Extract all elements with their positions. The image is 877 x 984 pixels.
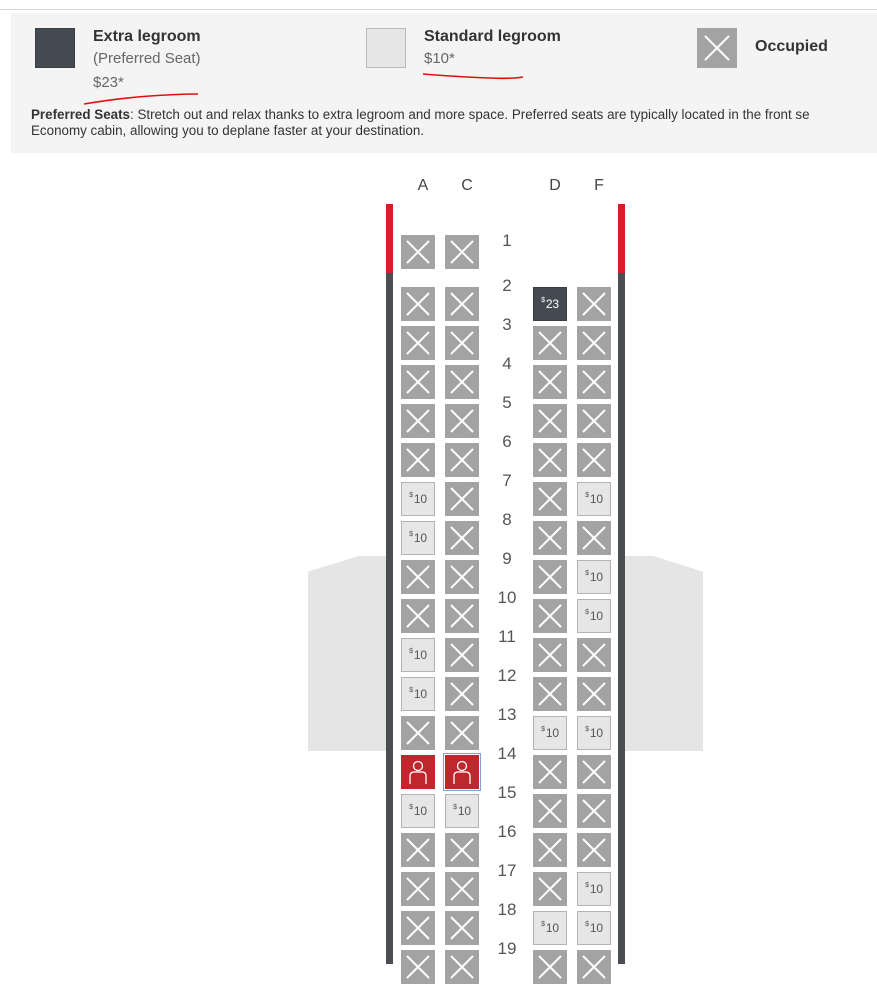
price-amount: 10 — [545, 921, 559, 935]
x-icon — [445, 482, 479, 516]
x-icon — [445, 599, 479, 633]
price-amount: 10 — [589, 882, 603, 896]
seat-3d — [533, 326, 567, 360]
x-icon — [533, 872, 567, 906]
seat-price — [585, 727, 603, 739]
seat-11c — [445, 638, 479, 672]
x-icon — [445, 443, 479, 477]
x-icon — [533, 404, 567, 438]
x-icon — [577, 521, 611, 555]
seat-18c — [445, 911, 479, 945]
seat-9c — [445, 560, 479, 594]
x-icon — [401, 235, 435, 269]
seat-1a — [401, 235, 435, 269]
x-icon — [445, 521, 479, 555]
occupied-swatch — [697, 28, 737, 68]
x-icon — [445, 560, 479, 594]
price-amount: 10 — [413, 687, 427, 701]
row-number: 14 — [497, 744, 517, 763]
exit-notch-left — [393, 233, 399, 245]
x-icon — [577, 287, 611, 321]
seat-price — [409, 805, 427, 817]
row-number: 13 — [497, 705, 517, 724]
x-icon — [533, 755, 567, 789]
x-icon — [697, 28, 737, 68]
price-amount: 10 — [589, 726, 603, 740]
price-amount: 10 — [413, 531, 427, 545]
column-label-c: C — [461, 177, 473, 194]
x-icon — [401, 911, 435, 945]
seat-19c — [445, 950, 479, 984]
seat-3c — [445, 326, 479, 360]
seat-18a — [401, 911, 435, 945]
row-number: 11 — [498, 627, 516, 646]
x-icon — [533, 521, 567, 555]
standard-legroom-price: $10* — [424, 50, 455, 67]
x-icon — [577, 794, 611, 828]
x-icon — [533, 326, 567, 360]
price-amount: 10 — [589, 921, 603, 935]
seat-15c[interactable] — [445, 794, 479, 828]
column-label-d: D — [549, 177, 561, 194]
column-label-f: F — [594, 177, 604, 194]
x-icon — [401, 716, 435, 750]
seat-8f — [577, 521, 611, 555]
currency-symbol: $ — [409, 492, 413, 499]
seat-19d — [533, 950, 567, 984]
x-icon — [577, 677, 611, 711]
x-icon — [577, 443, 611, 477]
seat-price — [541, 298, 559, 310]
seat-13d[interactable] — [533, 716, 567, 750]
description-line-2: Economy cabin, allowing you to deplane faster at your destination. — [31, 123, 425, 138]
person-icon — [401, 755, 435, 789]
row-number: 9 — [502, 549, 512, 568]
price-amount: 10 — [589, 570, 603, 584]
seat-14a[interactable] — [401, 755, 435, 789]
seat-8d — [533, 521, 567, 555]
standard-legroom-title: Standard legroom — [424, 28, 561, 45]
x-icon — [577, 950, 611, 984]
seat-3f — [577, 326, 611, 360]
seat-9f[interactable] — [577, 560, 611, 594]
x-icon — [533, 365, 567, 399]
x-icon — [445, 365, 479, 399]
cabin-wall-left — [386, 204, 393, 964]
row-number: 6 — [502, 432, 512, 451]
x-icon — [401, 599, 435, 633]
x-icon — [445, 287, 479, 321]
person-icon — [445, 755, 479, 789]
left-wing — [308, 556, 388, 751]
seat-17d — [533, 872, 567, 906]
seat-2a — [401, 287, 435, 321]
seat-price — [585, 883, 603, 895]
currency-symbol: $ — [409, 804, 413, 811]
x-icon — [577, 326, 611, 360]
row-number: 17 — [497, 861, 517, 880]
seat-price — [585, 571, 603, 583]
seat-price — [409, 532, 427, 544]
x-icon — [533, 560, 567, 594]
x-icon — [445, 872, 479, 906]
seat-4d — [533, 365, 567, 399]
row-number: 10 — [497, 588, 517, 607]
x-icon — [445, 326, 479, 360]
seat-3a — [401, 326, 435, 360]
x-icon — [445, 235, 479, 269]
x-icon — [577, 755, 611, 789]
seat-14f — [577, 755, 611, 789]
seat-price — [541, 727, 559, 739]
seat-1c — [445, 235, 479, 269]
x-icon — [401, 872, 435, 906]
column-label-a: A — [417, 177, 429, 194]
row-number: 19 — [497, 939, 517, 958]
currency-symbol: $ — [541, 297, 545, 304]
x-icon — [577, 638, 611, 672]
seat-7f[interactable] — [577, 482, 611, 516]
currency-symbol: $ — [585, 921, 589, 928]
price-amount: 10 — [413, 648, 427, 662]
seat-13f[interactable] — [577, 716, 611, 750]
row-number: 1 — [502, 231, 512, 250]
x-icon — [445, 677, 479, 711]
x-icon — [401, 365, 435, 399]
description-line-1: : Stretch out and relax thanks to extra legroom and more space. Preferred seats are typically located in the front se — [130, 107, 810, 122]
row-number: 2 — [502, 276, 512, 295]
seat-price — [453, 805, 471, 817]
standard-legroom-swatch — [366, 28, 406, 68]
x-icon — [577, 404, 611, 438]
x-icon — [401, 560, 435, 594]
seat-16f — [577, 833, 611, 867]
seat-12f — [577, 677, 611, 711]
currency-symbol: $ — [409, 531, 413, 538]
x-icon — [445, 404, 479, 438]
price-amount: 10 — [589, 492, 603, 506]
row-number: 18 — [497, 900, 517, 919]
seat-9d — [533, 560, 567, 594]
seat-price — [409, 493, 427, 505]
x-icon — [401, 404, 435, 438]
cabin-wall-right — [618, 204, 625, 964]
seat-15d — [533, 794, 567, 828]
seat-price — [585, 493, 603, 505]
row-number: 7 — [502, 471, 512, 490]
x-icon — [401, 833, 435, 867]
currency-symbol: $ — [585, 882, 589, 889]
seat-18f[interactable] — [577, 911, 611, 945]
seat-7c — [445, 482, 479, 516]
price-amount: 23 — [545, 297, 559, 311]
seat-7a[interactable] — [401, 482, 435, 516]
row-number: 5 — [502, 393, 512, 412]
seat-price — [585, 610, 603, 622]
currency-symbol: $ — [541, 726, 545, 733]
seat-11d — [533, 638, 567, 672]
seat-5f — [577, 404, 611, 438]
x-icon — [533, 482, 567, 516]
seat-17a — [401, 872, 435, 906]
seat-12c — [445, 677, 479, 711]
seat-14d — [533, 755, 567, 789]
x-icon — [577, 833, 611, 867]
x-icon — [401, 443, 435, 477]
extra-legroom-title: Extra legroom — [93, 28, 201, 45]
seat-2f — [577, 287, 611, 321]
seat-14c[interactable] — [445, 755, 479, 789]
seat-6f — [577, 443, 611, 477]
seat-10c — [445, 599, 479, 633]
seat-4c — [445, 365, 479, 399]
row-number: 8 — [502, 510, 512, 529]
seat-8c — [445, 521, 479, 555]
x-icon — [533, 794, 567, 828]
x-icon — [445, 833, 479, 867]
seat-10a — [401, 599, 435, 633]
right-wing — [624, 556, 703, 751]
seat-13c — [445, 716, 479, 750]
x-icon — [533, 599, 567, 633]
seat-10f[interactable] — [577, 599, 611, 633]
row-number: 15 — [497, 783, 517, 802]
currency-symbol: $ — [585, 726, 589, 733]
price-amount: 10 — [413, 492, 427, 506]
row-number: 4 — [502, 354, 512, 373]
preferred-seats-description — [31, 107, 877, 139]
extra-legroom-subtitle: (Preferred Seat) — [93, 50, 201, 67]
description-label: Preferred Seats — [31, 107, 130, 122]
seat-17f[interactable] — [577, 872, 611, 906]
x-icon — [401, 287, 435, 321]
seat-17c — [445, 872, 479, 906]
currency-symbol: $ — [585, 609, 589, 616]
extra-legroom-price: $23* — [93, 74, 124, 91]
row-number: 12 — [497, 666, 517, 685]
exit-marker-right — [618, 204, 625, 273]
seat-5d — [533, 404, 567, 438]
seat-11f — [577, 638, 611, 672]
price-amount: 10 — [413, 804, 427, 818]
seat-price — [409, 649, 427, 661]
x-icon — [401, 326, 435, 360]
top-divider — [0, 0, 877, 10]
seat-4a — [401, 365, 435, 399]
seat-16c — [445, 833, 479, 867]
x-icon — [445, 950, 479, 984]
seat-6c — [445, 443, 479, 477]
x-icon — [533, 638, 567, 672]
currency-symbol: $ — [409, 648, 413, 655]
seat-19a — [401, 950, 435, 984]
seat-legend-panel — [11, 13, 877, 153]
x-icon — [533, 950, 567, 984]
seat-11a[interactable] — [401, 638, 435, 672]
seat-18d[interactable] — [533, 911, 567, 945]
seat-12a[interactable] — [401, 677, 435, 711]
seat-9a — [401, 560, 435, 594]
seat-19f — [577, 950, 611, 984]
x-icon — [445, 638, 479, 672]
row-number: 16 — [497, 822, 517, 841]
seat-4f — [577, 365, 611, 399]
x-icon — [533, 443, 567, 477]
currency-symbol: $ — [453, 804, 457, 811]
seat-7d — [533, 482, 567, 516]
x-icon — [533, 677, 567, 711]
seat-8a[interactable] — [401, 521, 435, 555]
seat-16a — [401, 833, 435, 867]
extra-legroom-swatch — [35, 28, 75, 68]
seat-15a[interactable] — [401, 794, 435, 828]
seat-5c — [445, 404, 479, 438]
price-amount: 10 — [457, 804, 471, 818]
row-number: 3 — [502, 315, 512, 334]
seat-16d — [533, 833, 567, 867]
x-icon — [445, 911, 479, 945]
currency-symbol: $ — [585, 570, 589, 577]
seat-15f — [577, 794, 611, 828]
seat-13a — [401, 716, 435, 750]
seat-6d — [533, 443, 567, 477]
seat-2d[interactable] — [533, 287, 567, 321]
currency-symbol: $ — [409, 687, 413, 694]
seat-price — [541, 922, 559, 934]
seat-12d — [533, 677, 567, 711]
seat-price — [585, 922, 603, 934]
x-icon — [533, 833, 567, 867]
seat-10d — [533, 599, 567, 633]
x-icon — [445, 716, 479, 750]
seat-5a — [401, 404, 435, 438]
occupied-title: Occupied — [755, 38, 828, 55]
currency-symbol: $ — [585, 492, 589, 499]
seat-2c — [445, 287, 479, 321]
x-icon — [401, 950, 435, 984]
x-icon — [577, 365, 611, 399]
currency-symbol: $ — [541, 921, 545, 928]
price-amount: 10 — [589, 609, 603, 623]
exit-marker-left — [386, 204, 393, 273]
seat-price — [409, 688, 427, 700]
exit-notch-right — [612, 233, 618, 245]
price-amount: 10 — [545, 726, 559, 740]
seat-6a — [401, 443, 435, 477]
